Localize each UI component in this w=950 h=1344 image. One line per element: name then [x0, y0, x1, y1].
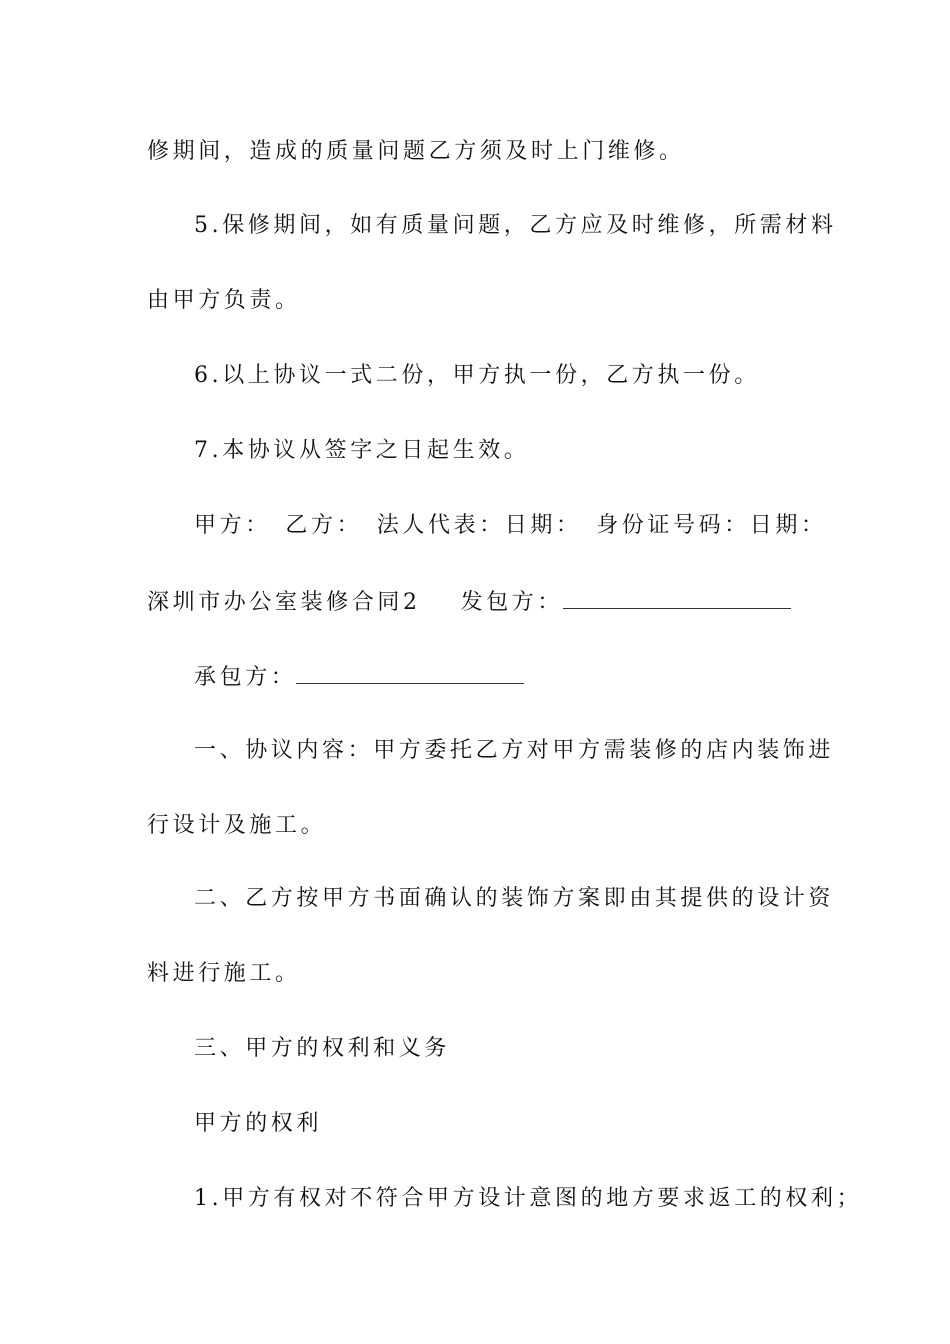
clause-6: 6.以上协议一式二份，甲方执一份，乙方执一份。 — [194, 363, 760, 388]
clause-7: 7.本协议从签字之日起生效。 — [194, 438, 530, 463]
signature-line: 甲方： 乙方： 法人代表：日期： 身份证号码：日期： — [194, 513, 827, 538]
contractor-row — [194, 661, 524, 693]
right-item-1: 1.甲方有权对不符合甲方设计意图的地方要求返工的权利； — [194, 1186, 863, 1211]
section-3-heading: 三、甲方的权利和义务 — [194, 1036, 451, 1061]
clause-5-continued: 由甲方负责。 — [147, 288, 301, 313]
clause-5: 5.保修期间，如有质量问题，乙方应及时维修，所需材料 — [194, 213, 837, 238]
employer-label: 发包方： — [460, 590, 564, 615]
section-1-continued: 行设计及施工。 — [147, 813, 327, 838]
section-1: 一、协议内容：甲方委托乙方对甲方需装修的店内装饰进 — [194, 738, 835, 763]
contractor-label: 承包方： — [194, 665, 297, 690]
subsection-heading: 甲方的权利 — [194, 1111, 323, 1136]
contract-title-row — [147, 586, 791, 618]
contract-title: 深圳市办公室装修合同2 — [147, 590, 421, 615]
section-2-continued: 料进行施工。 — [147, 961, 301, 986]
section-2: 二、乙方按甲方书面确认的装饰方案即由其提供的设计资 — [194, 886, 835, 911]
employer-blank — [563, 586, 791, 609]
contractor-blank — [296, 661, 524, 684]
paragraph-line: 修期间，造成的质量问题乙方须及时上门维修。 — [147, 139, 685, 164]
